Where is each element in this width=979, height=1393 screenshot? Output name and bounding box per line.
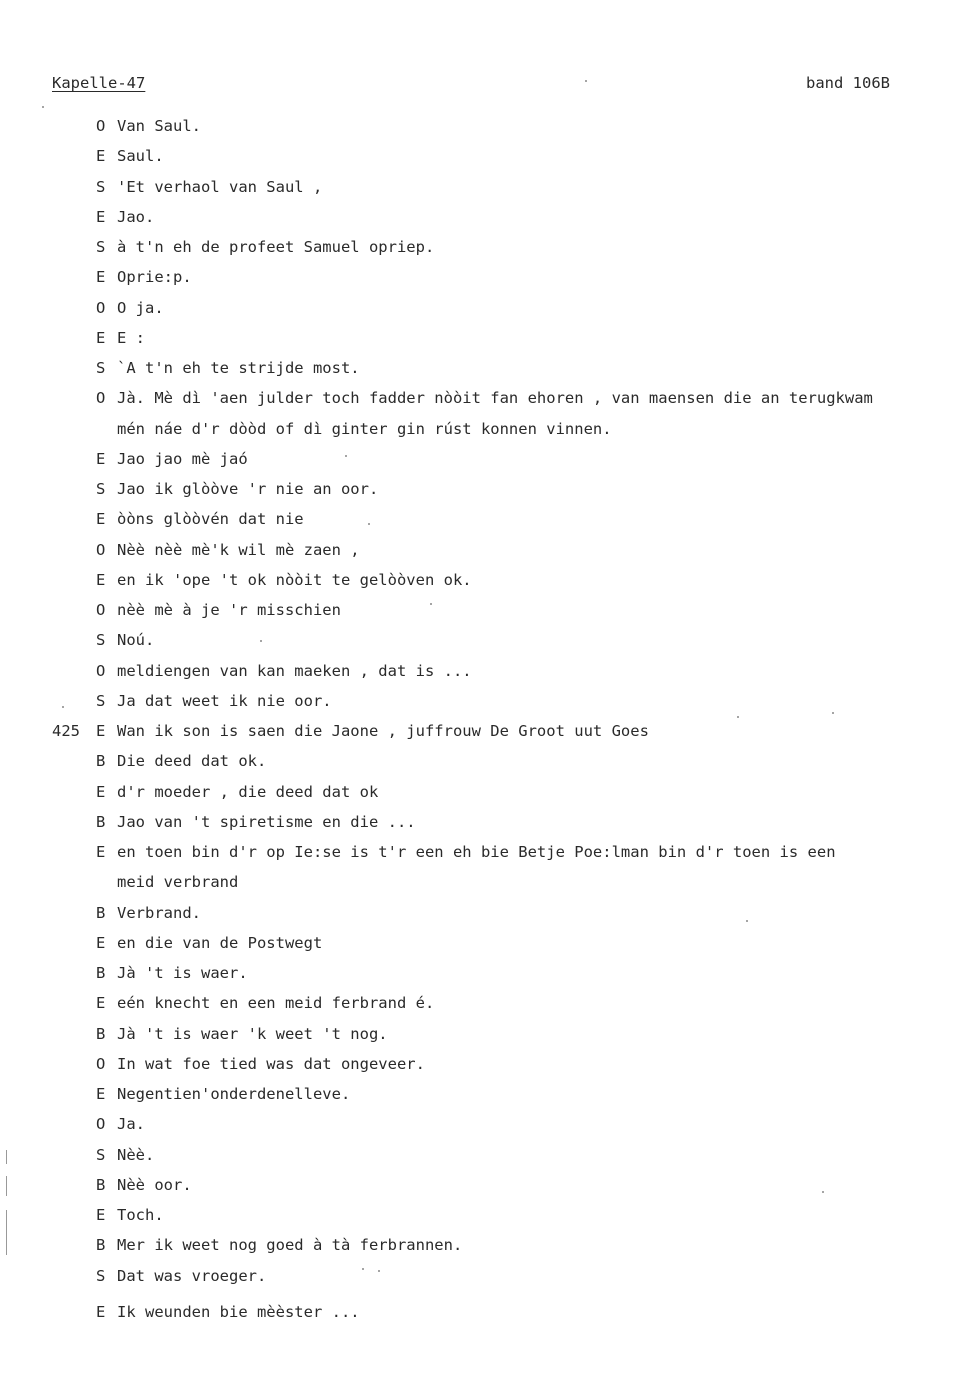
transcript-line	[0, 719, 979, 743]
scan-speck	[368, 523, 370, 525]
transcript-line	[0, 659, 979, 683]
line-number: 425	[52, 722, 80, 740]
utterance-text: à t'n eh de profeet Samuel opriep.	[117, 238, 435, 256]
utterance-text: Saul.	[117, 147, 164, 165]
speaker-code: S	[96, 359, 106, 377]
utterance-text: Jà 't is waer.	[117, 964, 248, 982]
transcript-line	[0, 175, 979, 199]
utterance-text: Dat was vroeger.	[117, 1267, 267, 1285]
speaker-code: S	[96, 480, 106, 498]
speaker-code: E	[96, 843, 106, 861]
transcript-line	[0, 840, 979, 864]
page-header-tape: band 106B	[806, 74, 890, 92]
utterance-text: Nèè oor.	[117, 1176, 192, 1194]
speaker-code: B	[96, 964, 106, 982]
scan-speck	[42, 106, 44, 108]
utterance-text: nèè mè à je 'r misschien	[117, 601, 341, 619]
utterance-text: eén knecht en een meid ferbrand é.	[117, 994, 435, 1012]
speaker-code: S	[96, 631, 106, 649]
transcript-line	[0, 265, 979, 289]
transcript-line	[0, 810, 979, 834]
transcript-line	[0, 628, 979, 652]
transcript-line	[0, 931, 979, 955]
utterance-text: Jao van 't spiretisme en die ...	[117, 813, 416, 831]
utterance-text: E :	[117, 329, 145, 347]
speaker-code: E	[96, 934, 106, 952]
transcript-line	[0, 1052, 979, 1076]
speaker-code: O	[96, 662, 106, 680]
transcript-line	[0, 1300, 979, 1324]
speaker-code: O	[96, 1115, 106, 1133]
utterance-text: Wan ik son is saen die Jaone , juffrouw De Groot uut Goes	[117, 722, 649, 740]
transcript-line	[0, 598, 979, 622]
scan-speck	[585, 80, 587, 82]
margin-mark	[6, 1150, 7, 1164]
transcript-line	[0, 447, 979, 471]
speaker-code: E	[96, 510, 106, 528]
transcript-line	[0, 538, 979, 562]
scan-speck	[737, 716, 739, 718]
speaker-code: E	[96, 1303, 106, 1321]
speaker-code: E	[96, 450, 106, 468]
speaker-code: O	[96, 541, 106, 559]
scan-speck	[345, 455, 347, 457]
scan-speck	[378, 1270, 380, 1272]
utterance-text: O ja.	[117, 299, 164, 317]
utterance-text: `A t'n eh te strijde most.	[117, 359, 360, 377]
utterance-text: Die deed dat ok.	[117, 752, 267, 770]
transcript-line	[0, 1173, 979, 1197]
transcript-line	[0, 749, 979, 773]
transcript-line	[0, 114, 979, 138]
utterance-text: en toen bin d'r op Ie:se is t'r een eh bie Betje Poe:lman bin d'r toen is een	[117, 843, 836, 861]
transcript-line	[0, 1264, 979, 1288]
utterance-text: Van Saul.	[117, 117, 201, 135]
transcript-line	[0, 1082, 979, 1106]
utterance-text: In wat foe tied was dat ongeveer.	[117, 1055, 425, 1073]
speaker-code: O	[96, 299, 106, 317]
transcript-line	[0, 689, 979, 713]
utterance-text: en ik 'ope 't ok nòòit te gelòòven ok.	[117, 571, 472, 589]
utterance-text: meldiengen van kan maeken , dat is ...	[117, 662, 472, 680]
utterance-text: Verbrand.	[117, 904, 201, 922]
transcript-line	[0, 205, 979, 229]
transcript-line	[0, 1203, 979, 1227]
speaker-code: E	[96, 722, 106, 740]
speaker-code: B	[96, 752, 106, 770]
speaker-code: E	[96, 1085, 106, 1103]
speaker-code: S	[96, 238, 106, 256]
utterance-text: 'Et verhaol van Saul ,	[117, 178, 323, 196]
utterance-text: Oprie:p.	[117, 268, 192, 286]
transcript-line	[0, 1143, 979, 1167]
speaker-code: E	[96, 571, 106, 589]
transcript-line	[0, 507, 979, 531]
transcript-line	[0, 235, 979, 259]
speaker-code: E	[96, 783, 106, 801]
margin-mark	[6, 1176, 7, 1196]
transcript-line	[0, 356, 979, 380]
speaker-code: O	[96, 389, 106, 407]
transcript-line	[0, 296, 979, 320]
transcript-line	[0, 568, 979, 592]
scan-speck	[362, 1268, 364, 1270]
utterance-text: Jao jao mè jaó	[117, 450, 248, 468]
speaker-code: B	[96, 1176, 106, 1194]
utterance-text: en die van de Postwegt	[117, 934, 323, 952]
transcript-line	[0, 477, 979, 501]
scan-speck	[430, 603, 432, 605]
transcript-line	[0, 326, 979, 350]
utterance-text: Ik weunden bie mèèster ...	[117, 1303, 360, 1321]
scan-speck	[822, 1191, 824, 1193]
transcript-line	[0, 961, 979, 985]
utterance-text: Toch.	[117, 1206, 164, 1224]
utterance-text: Nèè nèè mè'k wil mè zaen ,	[117, 541, 360, 559]
transcript-line	[0, 1022, 979, 1046]
transcript-line	[0, 870, 979, 894]
transcript-line	[0, 144, 979, 168]
utterance-text: Jà 't is waer 'k weet 't nog.	[117, 1025, 388, 1043]
speaker-code: S	[96, 1146, 106, 1164]
transcript-line	[0, 1112, 979, 1136]
utterance-text: Jao.	[117, 208, 155, 226]
speaker-code: E	[96, 1206, 106, 1224]
speaker-code: O	[96, 601, 106, 619]
utterance-text: Mer ik weet nog goed à tà ferbrannen.	[117, 1236, 463, 1254]
transcript-line	[0, 901, 979, 925]
speaker-code: O	[96, 117, 106, 135]
scan-speck	[260, 640, 262, 642]
transcript-line	[0, 417, 979, 441]
speaker-code: S	[96, 692, 106, 710]
utterance-text: òòns glòòvén dat nie	[117, 510, 304, 528]
transcript-line	[0, 780, 979, 804]
speaker-code: B	[96, 813, 106, 831]
scan-speck	[62, 706, 64, 708]
utterance-text: Jà. Mè dì 'aen julder toch fadder nòòit fan ehoren , van maensen die an terugkwam	[117, 389, 873, 407]
speaker-code: S	[96, 178, 106, 196]
scan-speck	[746, 920, 748, 922]
speaker-code: E	[96, 208, 106, 226]
transcript-line	[0, 991, 979, 1015]
speaker-code: E	[96, 329, 106, 347]
utterance-continuation: mén náe d'r dòòd of dì ginter gin rúst konnen vinnen.	[117, 420, 612, 438]
speaker-code: B	[96, 904, 106, 922]
speaker-code: E	[96, 147, 106, 165]
speaker-code: E	[96, 268, 106, 286]
speaker-code: B	[96, 1236, 106, 1254]
utterance-text: Negentien'onderdenelleve.	[117, 1085, 351, 1103]
speaker-code: B	[96, 1025, 106, 1043]
speaker-code: O	[96, 1055, 106, 1073]
utterance-text: Noú.	[117, 631, 155, 649]
transcript-line	[0, 386, 979, 410]
utterance-text: Ja dat weet ik nie oor.	[117, 692, 332, 710]
speaker-code: S	[96, 1267, 106, 1285]
margin-mark	[6, 1210, 7, 1255]
page-header-title: Kapelle-47	[52, 74, 146, 92]
transcript-line	[0, 1233, 979, 1257]
utterance-text: Ja.	[117, 1115, 145, 1133]
utterance-text: Jao ik glòòve 'r nie an oor.	[117, 480, 379, 498]
speaker-code: E	[96, 994, 106, 1012]
utterance-continuation: meid verbrand	[117, 873, 239, 891]
utterance-text: d'r moeder , die deed dat ok	[117, 783, 379, 801]
scan-speck	[832, 712, 834, 714]
utterance-text: Nèè.	[117, 1146, 155, 1164]
